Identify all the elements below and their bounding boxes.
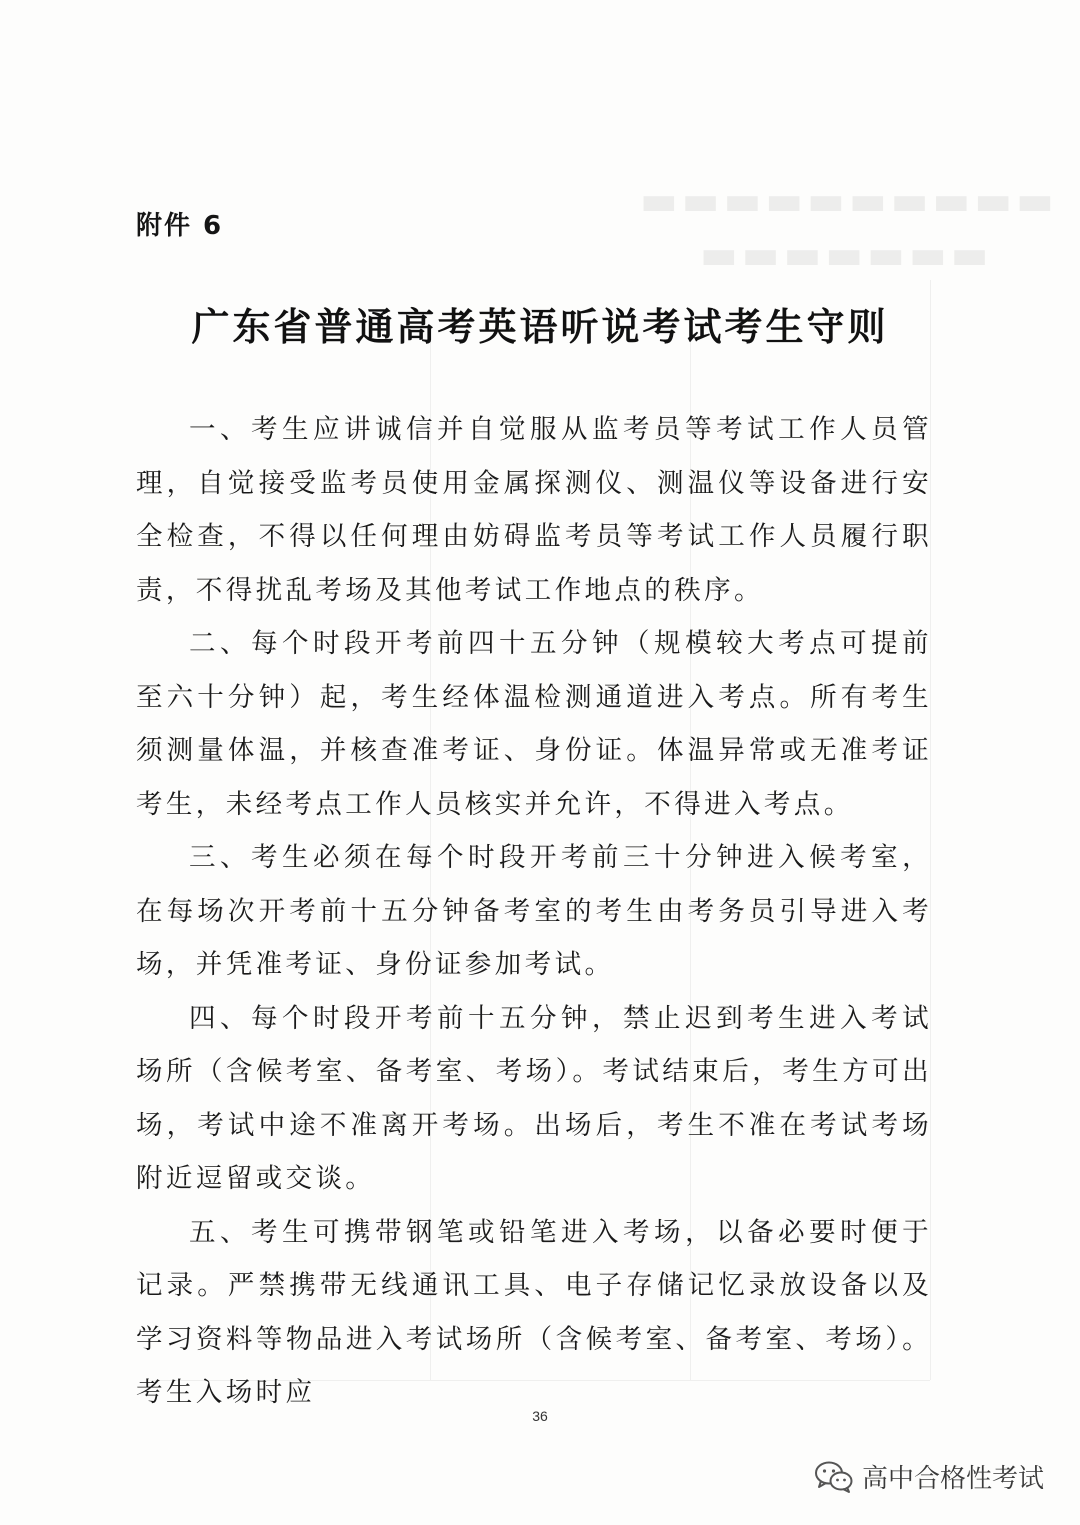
page-number: 36	[532, 1408, 548, 1424]
wechat-watermark	[814, 1458, 1044, 1495]
bleed-through-text: ▬▬▬▬▬▬▬	[700, 232, 993, 278]
rule-paragraph: 四、每个时段开考前十五分钟，禁止迟到考生进入考试场所（含候考室、备考室、考场）。考试结束后，考生方可出场，考试中途不准离开考场。出场后，考生不准在考试考场附近逗留或交谈。	[136, 1002, 932, 1194]
attachment-label: 附件 6	[136, 211, 224, 241]
wechat-icon	[814, 1460, 854, 1494]
watermark-text: 高中合格性考试	[861, 1464, 1044, 1494]
rule-paragraph: 五、考生可携带钢笔或铅笔进入考场，以备必要时便于记录。严禁携带无线通讯工具、电子存储记忆录放设备以及学习资料等物品进入考试场所（含候考室、备考室、考场）。考生入场时应	[136, 1216, 932, 1408]
document-title: 广东省普通高考英语听说考试考生守则	[191, 304, 889, 349]
rule-paragraph: 二、每个时段开考前四十五分钟（规模较大考点可提前至六十分钟）起，考生经体温检测通道进入考点。所有考生须测量体温，并核查准考证、身份证。体温异常或无准考证考生，未经考点工作人员核实并允许，不得进入考点。	[136, 628, 932, 820]
rule-paragraph: 三、考生必须在每个时段开考前三十分钟进入候考室，在每场次开考前十五分钟备考室的考生由考务员引导进入考场，并凭准考证、身份证参加考试。	[136, 842, 932, 980]
rules-body	[136, 403, 932, 1420]
bleed-through-text: ▬▬▬▬▬▬▬▬▬▬	[640, 178, 1058, 224]
rule-paragraph: 一、考生应讲诚信并自觉服从监考员等考试工作人员管理，自觉接受监考员使用金属探测仪、测温仪等设备进行安全检查，不得以任何理由妨碍监考员等考试工作人员履行职责，不得扰乱考场及其他考试工作地点的秩序。	[136, 414, 932, 606]
